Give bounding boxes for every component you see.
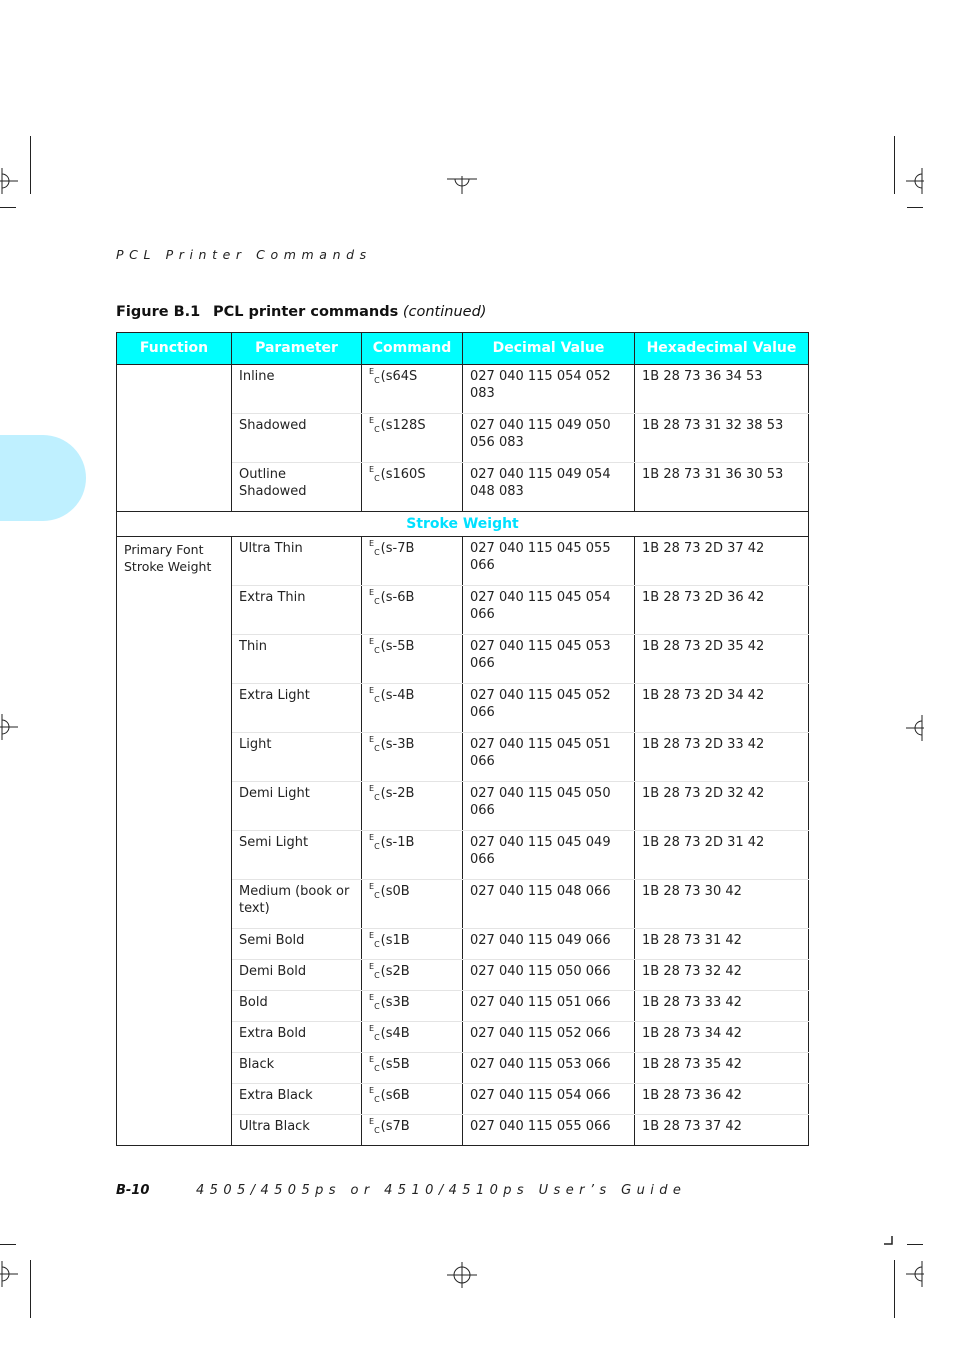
- page-number: B-10: [116, 1183, 150, 1198]
- escape-c: C: [374, 548, 380, 557]
- escape-c: C: [374, 1002, 380, 1011]
- escape-c: C: [374, 597, 380, 606]
- decimal-cell: 027 040 115 045 054 066: [463, 586, 635, 635]
- command-text: (s64S: [380, 369, 418, 384]
- command-cell: [362, 831, 463, 880]
- table-row: [117, 365, 809, 414]
- escape-e: E: [369, 367, 375, 376]
- registration-mark-icon: [447, 176, 477, 194]
- escape-e: E: [369, 1086, 375, 1095]
- figure-title: PCL printer commands: [213, 304, 399, 320]
- figure-number: Figure B.1: [116, 304, 201, 320]
- escape-c: C: [374, 646, 380, 655]
- escape-char: [369, 1088, 381, 1103]
- escape-char: [369, 639, 381, 654]
- command-cell: [362, 586, 463, 635]
- decimal-cell: 027 040 115 053 066: [463, 1053, 635, 1084]
- table-header-row: [117, 333, 809, 365]
- command-text: (s-6B: [380, 590, 415, 605]
- pcl-commands-table: [116, 332, 809, 1146]
- hex-cell: 1B 28 73 31 42: [635, 929, 809, 960]
- escape-e: E: [369, 637, 375, 646]
- command-text: (s7B: [380, 1119, 410, 1134]
- command-text: (s-1B: [380, 835, 415, 850]
- escape-char: [369, 1057, 381, 1072]
- crop-mark: [894, 136, 895, 194]
- escape-e: E: [369, 1024, 375, 1033]
- escape-e: E: [369, 539, 375, 548]
- parameter-cell: Extra Thin: [232, 586, 362, 635]
- decimal-cell: 027 040 115 051 066: [463, 991, 635, 1022]
- parameter-cell: Thin: [232, 635, 362, 684]
- hex-cell: 1B 28 73 37 42: [635, 1115, 809, 1146]
- decimal-cell: 027 040 115 050 066: [463, 960, 635, 991]
- escape-e: E: [369, 931, 375, 940]
- escape-e: E: [369, 993, 375, 1002]
- command-cell: [362, 635, 463, 684]
- parameter-cell: Semi Light: [232, 831, 362, 880]
- escape-c: C: [374, 793, 380, 802]
- decimal-cell: 027 040 115 055 066: [463, 1115, 635, 1146]
- escape-e: E: [369, 784, 375, 793]
- decimal-cell: 027 040 115 045 049 066: [463, 831, 635, 880]
- escape-c: C: [374, 971, 380, 980]
- hex-cell: 1B 28 73 2D 36 42: [635, 586, 809, 635]
- parameter-cell: Extra Black: [232, 1084, 362, 1115]
- decimal-cell: 027 040 115 045 055 066: [463, 537, 635, 586]
- escape-c: C: [374, 842, 380, 851]
- hex-cell: 1B 28 73 32 42: [635, 960, 809, 991]
- parameter-cell: Inline: [232, 365, 362, 414]
- hex-cell: 1B 28 73 2D 31 42: [635, 831, 809, 880]
- command-text: (s-2B: [380, 786, 415, 801]
- parameter-cell: Demi Bold: [232, 960, 362, 991]
- escape-char: [369, 369, 381, 384]
- crop-mark: [907, 207, 923, 208]
- decimal-cell: 027 040 115 054 052 083: [463, 365, 635, 414]
- footer-guide-title: 4505/4505ps or 4510/4510ps User’s Guide: [196, 1183, 687, 1198]
- escape-char: [369, 737, 381, 752]
- escape-e: E: [369, 882, 375, 891]
- command-text: (s-7B: [380, 541, 415, 556]
- parameter-cell: Light: [232, 733, 362, 782]
- decimal-cell: 027 040 115 052 066: [463, 1022, 635, 1053]
- escape-char: [369, 467, 381, 482]
- command-cell: [362, 1053, 463, 1084]
- escape-e: E: [369, 588, 375, 597]
- parameter-cell: Black: [232, 1053, 362, 1084]
- figure-continued: (continued): [402, 304, 487, 320]
- column-header-function: Function: [117, 333, 232, 365]
- escape-char: [369, 541, 381, 556]
- escape-e: E: [369, 735, 375, 744]
- hex-cell: 1B 28 73 31 32 38 53: [635, 414, 809, 463]
- registration-mark-icon: [906, 168, 924, 194]
- escape-e: E: [369, 465, 375, 474]
- parameter-cell: Ultra Black: [232, 1115, 362, 1146]
- command-cell: [362, 929, 463, 960]
- command-cell: [362, 960, 463, 991]
- hex-cell: 1B 28 73 30 42: [635, 880, 809, 929]
- command-text: (s160S: [380, 467, 426, 482]
- decimal-cell: 027 040 115 049 050 056 083: [463, 414, 635, 463]
- escape-c: C: [374, 1064, 380, 1073]
- escape-char: [369, 786, 381, 801]
- escape-char: [369, 964, 381, 979]
- chapter-side-tab: [0, 435, 86, 521]
- hex-cell: 1B 28 73 31 36 30 53: [635, 463, 809, 512]
- decimal-cell: 027 040 115 049 054 048 083: [463, 463, 635, 512]
- registration-mark-icon: [447, 1262, 477, 1288]
- command-cell: [362, 537, 463, 586]
- escape-char: [369, 884, 381, 899]
- escape-char: [369, 1119, 381, 1134]
- command-text: (s2B: [380, 964, 410, 979]
- escape-char: [369, 995, 381, 1010]
- crop-mark: [30, 1260, 31, 1318]
- command-cell: [362, 991, 463, 1022]
- hex-cell: 1B 28 73 36 42: [635, 1084, 809, 1115]
- registration-mark-icon: [0, 168, 18, 194]
- escape-char: [369, 418, 381, 433]
- hex-cell: 1B 28 73 34 42: [635, 1022, 809, 1053]
- hex-cell: 1B 28 73 2D 35 42: [635, 635, 809, 684]
- escape-char: [369, 590, 381, 605]
- column-header-decimal: Decimal Value: [463, 333, 635, 365]
- escape-c: C: [374, 474, 380, 483]
- escape-c: C: [374, 695, 380, 704]
- decimal-cell: 027 040 115 049 066: [463, 929, 635, 960]
- parameter-cell: Semi Bold: [232, 929, 362, 960]
- decimal-cell: 027 040 115 045 052 066: [463, 684, 635, 733]
- command-cell: [362, 733, 463, 782]
- command-cell: [362, 414, 463, 463]
- command-cell: [362, 1022, 463, 1053]
- crop-mark: [30, 136, 31, 194]
- escape-c: C: [374, 1095, 380, 1104]
- escape-e: E: [369, 686, 375, 695]
- hex-cell: 1B 28 73 2D 33 42: [635, 733, 809, 782]
- section-title: Stroke Weight: [117, 512, 809, 537]
- escape-c: C: [374, 425, 380, 434]
- command-cell: [362, 684, 463, 733]
- decimal-cell: 027 040 115 054 066: [463, 1084, 635, 1115]
- crop-mark: [0, 207, 16, 208]
- parameter-cell: Medium (book or text): [232, 880, 362, 929]
- registration-mark-icon: [906, 715, 924, 741]
- parameter-cell: Extra Light: [232, 684, 362, 733]
- command-text: (s5B: [380, 1057, 410, 1072]
- command-text: (s-5B: [380, 639, 415, 654]
- command-cell: [362, 1115, 463, 1146]
- table-group-stroke-weight: [117, 537, 809, 1146]
- escape-c: C: [374, 1126, 380, 1135]
- command-cell: [362, 1084, 463, 1115]
- registration-mark-icon: [0, 1261, 18, 1287]
- escape-c: C: [374, 376, 380, 385]
- column-header-hex: Hexadecimal Value: [635, 333, 809, 365]
- registration-mark-icon: [906, 1261, 924, 1287]
- escape-e: E: [369, 1055, 375, 1064]
- command-cell: [362, 365, 463, 414]
- registration-mark-icon: [0, 714, 18, 740]
- decimal-cell: 027 040 115 045 053 066: [463, 635, 635, 684]
- escape-char: [369, 933, 381, 948]
- hex-cell: 1B 28 73 33 42: [635, 991, 809, 1022]
- table-row: [117, 537, 809, 586]
- hex-cell: 1B 28 73 35 42: [635, 1053, 809, 1084]
- running-head: PCL Printer Commands: [116, 247, 372, 262]
- command-cell: [362, 463, 463, 512]
- escape-c: C: [374, 891, 380, 900]
- section-row: [117, 512, 809, 537]
- escape-e: E: [369, 416, 375, 425]
- escape-char: [369, 835, 381, 850]
- hex-cell: 1B 28 73 2D 32 42: [635, 782, 809, 831]
- escape-e: E: [369, 833, 375, 842]
- corner-mark-icon: [884, 1236, 894, 1246]
- crop-mark: [0, 1244, 16, 1245]
- hex-cell: 1B 28 73 2D 34 42: [635, 684, 809, 733]
- column-header-parameter: Parameter: [232, 333, 362, 365]
- hex-cell: 1B 28 73 2D 37 42: [635, 537, 809, 586]
- hex-cell: 1B 28 73 36 34 53: [635, 365, 809, 414]
- command-text: (s-3B: [380, 737, 415, 752]
- escape-e: E: [369, 962, 375, 971]
- command-cell: [362, 880, 463, 929]
- command-text: (s4B: [380, 1026, 410, 1041]
- decimal-cell: 027 040 115 045 051 066: [463, 733, 635, 782]
- parameter-cell: Bold: [232, 991, 362, 1022]
- command-text: (s3B: [380, 995, 410, 1010]
- escape-c: C: [374, 1033, 380, 1042]
- decimal-cell: 027 040 115 048 066: [463, 880, 635, 929]
- command-cell: [362, 782, 463, 831]
- crop-mark: [894, 1260, 895, 1318]
- escape-c: C: [374, 940, 380, 949]
- command-text: (s128S: [380, 418, 426, 433]
- parameter-cell: Extra Bold: [232, 1022, 362, 1053]
- escape-c: C: [374, 744, 380, 753]
- figure-caption: [116, 304, 486, 320]
- parameter-cell: Ultra Thin: [232, 537, 362, 586]
- parameter-cell: Demi Light: [232, 782, 362, 831]
- crop-mark: [907, 1244, 923, 1245]
- escape-char: [369, 688, 381, 703]
- function-cell: Primary Font Stroke Weight: [117, 537, 232, 1146]
- escape-char: [369, 1026, 381, 1041]
- command-text: (s0B: [380, 884, 410, 899]
- column-header-command: Command: [362, 333, 463, 365]
- decimal-cell: 027 040 115 045 050 066: [463, 782, 635, 831]
- table-group-text-style: [117, 365, 809, 512]
- function-cell: [117, 365, 232, 512]
- command-text: (s6B: [380, 1088, 410, 1103]
- escape-e: E: [369, 1117, 375, 1126]
- command-text: (s1B: [380, 933, 410, 948]
- parameter-cell: Outline Shadowed: [232, 463, 362, 512]
- parameter-cell: Shadowed: [232, 414, 362, 463]
- command-text: (s-4B: [380, 688, 415, 703]
